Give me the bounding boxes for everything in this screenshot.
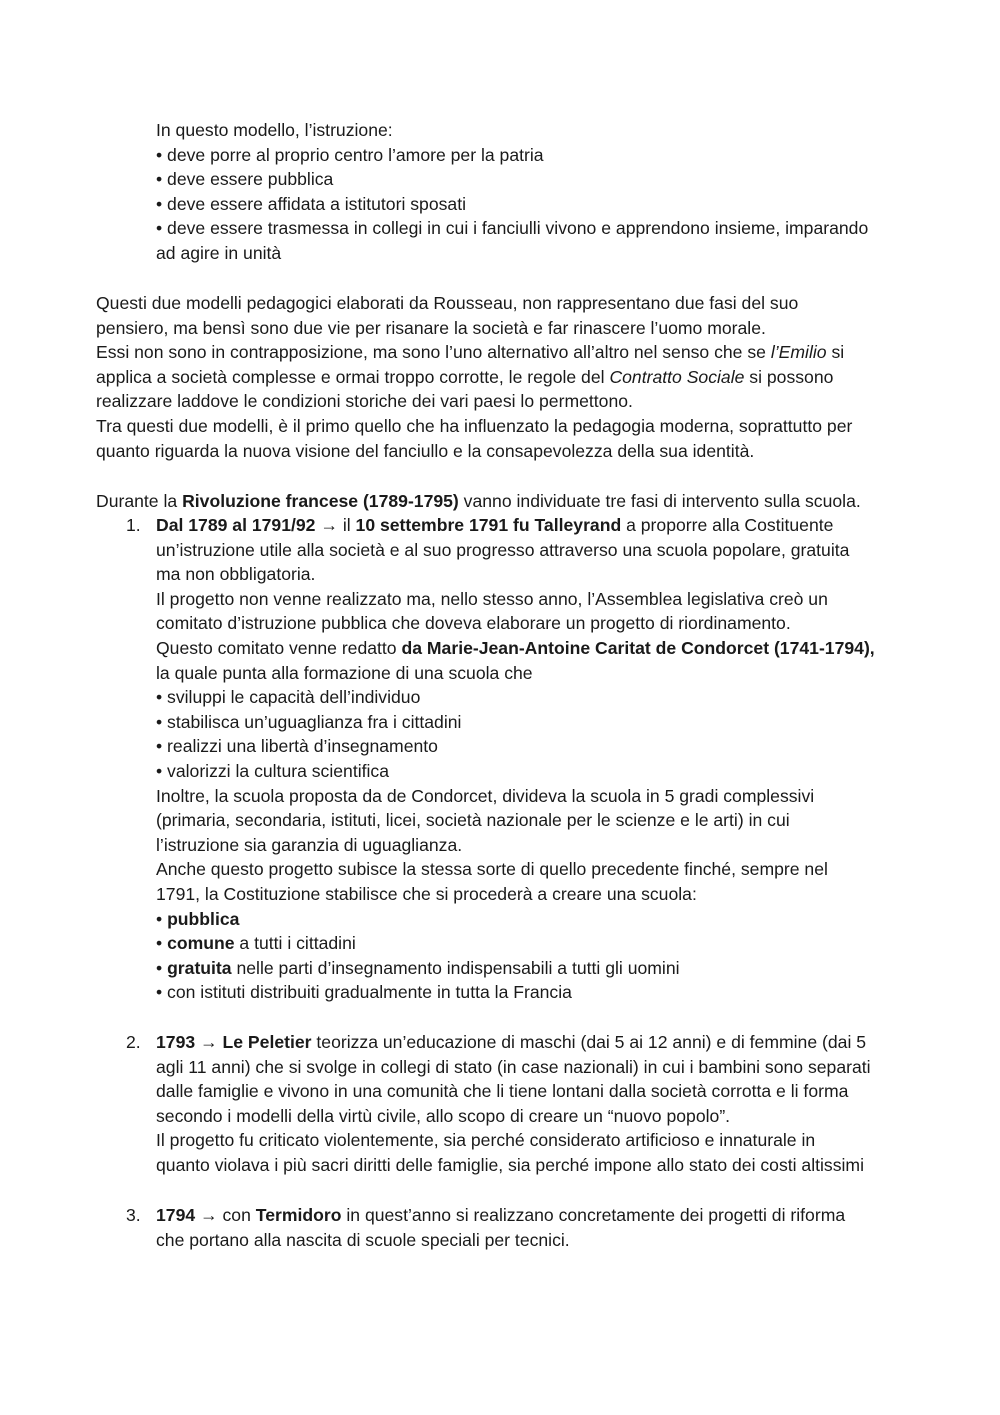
paragraph-line: la quale punta alla formazione di una scuola che: [156, 662, 533, 683]
year: 1793: [156, 1032, 201, 1052]
text: si possono: [744, 366, 834, 387]
list-item: • deve essere affidata a istitutori sposati: [156, 193, 466, 214]
revolution-intro: [96, 489, 916, 514]
paragraph-line: (primaria, secondaria, istituti, licei, società nazionale per le scienze e le arti) in cui: [156, 810, 790, 831]
text: applica a società complesse e ormai troppo corrotte, le regole del: [96, 366, 610, 387]
year: 1794: [156, 1205, 201, 1225]
paragraph-line: Questi due modelli pedagogici elaborati da Rousseau, non rappresentano due fasi del suo: [96, 293, 799, 313]
phase-2-number: 2.: [126, 1032, 141, 1052]
text: vanno individuate tre fasi di intervento sulla scuola.: [458, 491, 861, 511]
paragraph-line: Tra questi due modelli, è il primo quello che ha influenzato la pedagogia moderna, soprattutto per: [96, 415, 853, 436]
bullet: •: [156, 933, 168, 954]
text: Durante la: [96, 491, 183, 511]
paragraph-line: Inoltre, la scuola proposta da de Condorcet, divideva la scuola in 5 gradi complessivi: [156, 785, 815, 806]
text: si: [826, 342, 845, 363]
list-item: • stabilisca un’uguaglianza fra i cittadini: [156, 711, 462, 732]
list-intro: In questo modello, l’istruzione:: [156, 120, 393, 140]
text: con: [217, 1205, 256, 1225]
text: teorizza un’educazione di maschi (dai 5 ai 12 anni) e di femmine (dai 5: [311, 1032, 867, 1052]
text: in quest’anno si realizzano concretamente dei progetti di riforma: [341, 1205, 846, 1225]
paragraph-line: 1791, la Costituzione stabilisce che si procederà a creare una scuola:: [156, 883, 697, 904]
paragraph-line: Il progetto fu criticato violentemente, sia perché considerato artificioso e innaturale in: [156, 1130, 816, 1151]
list-item: • valorizzi la cultura scientifica: [156, 760, 390, 781]
paragraph-line: [156, 636, 936, 661]
paragraph-line: un’istruzione utile alla società e al suo progresso attraverso una scuola popolare, gratuita: [156, 539, 850, 560]
text: Essi non sono in contrapposizione, ma sono l’uno alternativo all’altro nel senso che se: [96, 342, 771, 363]
paragraph-line: dalle famiglie e vivono in una comunità che li tiene lontani dalla società corrotta e li forma: [156, 1081, 849, 1102]
date-range: Dal 1789 al 1791/92: [156, 515, 321, 535]
paragraph-line: pensiero, ma bensì sono due vie per risanare la società e far rinascere l’uomo morale.: [96, 317, 766, 338]
talleyrand: 10 settembre 1791 fu Talleyrand: [355, 515, 622, 535]
paragraph-line: [156, 513, 936, 538]
paragraph-line: Il progetto non venne realizzato ma, nello stesso anno, l’Assemblea legislativa creò un: [156, 588, 828, 609]
paragraph-line: che portano alla nascita di scuole speciali per tecnici.: [156, 1229, 570, 1250]
text: comune: [167, 933, 235, 954]
paragraph-line: Anche questo progetto subisce la stessa sorte di quello precedente finché, sempre nel: [156, 859, 828, 880]
phase-3-number: 3.: [126, 1205, 141, 1225]
paragraph-line: ma non obbligatoria.: [156, 564, 316, 585]
list-item: • deve essere pubblica: [156, 169, 334, 190]
paragraph-line: agli 11 anni) che si svolge in collegi di stato (in case nazionali) in cui i bambini sono separati: [156, 1056, 871, 1077]
paragraph-line: realizzare laddove le condizioni storiche dei vari paesi lo permettono.: [96, 391, 633, 412]
paragraph-line: [156, 1030, 936, 1055]
list-item: [156, 907, 936, 932]
list-item-continuation: ad agire in unità: [156, 242, 282, 263]
paragraph-line: [96, 489, 916, 514]
revolution-title: Rivoluzione francese (1789-1795): [182, 491, 459, 511]
list-item: • deve essere trasmessa in collegi in cui i fanciulli vivono e apprendono insieme, imparando: [156, 218, 869, 239]
arrow-icon: →: [200, 1205, 218, 1225]
list-item: [156, 956, 936, 981]
list-item: • realizzi una libertà d’insegnamento: [156, 736, 438, 757]
list-item: • deve porre al proprio centro l’amore per la patria: [156, 144, 544, 165]
text: a proporre alla Costituente: [621, 515, 834, 535]
text: gratuita: [167, 957, 232, 978]
termidoro: Termidoro: [255, 1205, 342, 1225]
emilio-title: l’Emilio: [770, 342, 827, 363]
text: il: [337, 515, 356, 535]
bullet: •: [156, 957, 168, 978]
bullet: •: [156, 908, 168, 929]
condorcet: da Marie-Jean-Antoine Caritat de Condorcet (1741-1794),: [401, 637, 875, 658]
le-peletier: Le Peletier: [217, 1032, 312, 1052]
paragraph-line: [96, 340, 916, 365]
paragraph-line: comitato d’istruzione pubblica che doveva elaborare un progetto di riordinamento.: [156, 613, 791, 634]
phase-1-number: 1.: [126, 515, 141, 535]
arrow-icon: →: [200, 1032, 218, 1052]
list-item: • sviluppi le capacità dell’individuo: [156, 687, 421, 708]
paragraph-line: [96, 365, 916, 390]
models-paragraph: [96, 291, 916, 463]
text: pubblica: [167, 908, 240, 929]
paragraph-line: l’istruzione sia garanzia di uguaglianza.: [156, 834, 463, 855]
paragraph-line: quanto riguarda la nuova visione del fanciullo e la consapevolezza della sua identità.: [96, 440, 755, 461]
phase-3: [156, 1203, 936, 1252]
list-item: • con istituti distribuiti gradualmente in tutta la Francia: [156, 982, 572, 1003]
text: a tutti i cittadini: [234, 933, 356, 954]
phase-2: [156, 1030, 936, 1178]
contratto-sociale-title: Contratto Sociale: [609, 366, 745, 387]
paragraph-line: secondo i modelli della virtù civile, allo scopo di creare un “nuovo popolo”.: [156, 1105, 731, 1126]
phase-1: [156, 513, 936, 1005]
paragraph-line: [156, 1203, 936, 1228]
list-item: [156, 931, 936, 956]
paragraph-line: quanto violava i più sacri diritti delle famiglie, sia perché impone allo stato dei costi altissimi: [156, 1154, 864, 1175]
text: nelle parti d’insegnamento indispensabili a tutti gli uomini: [231, 957, 680, 978]
text: Questo comitato venne redatto: [156, 637, 402, 658]
arrow-icon: →: [320, 515, 338, 535]
education-model-list: [156, 118, 936, 266]
